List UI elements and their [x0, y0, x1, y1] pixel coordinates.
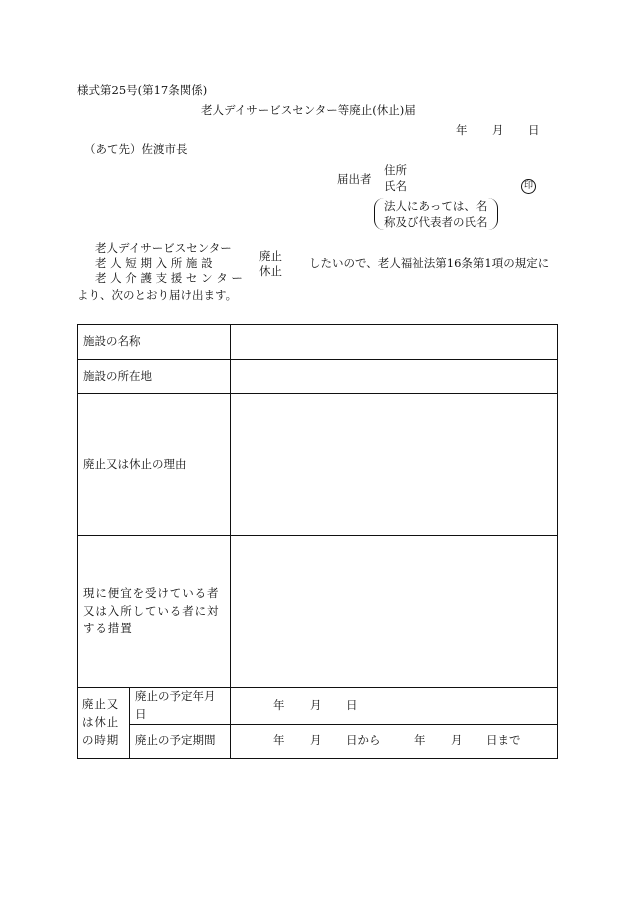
facility-type-2: 老 人 短 期 入 所 施 設: [95, 256, 213, 270]
address-label: 住所: [384, 163, 407, 177]
period-from-month: 月: [310, 733, 322, 748]
facility-address-row: [78, 360, 558, 394]
seal-mark: 印: [521, 179, 536, 194]
planned-date-row: [78, 688, 558, 725]
applicant-label: 届出者: [337, 172, 372, 186]
facility-type-3: 老 人 介 護 支 援 セ ン タ ー: [95, 271, 243, 285]
statement-continuation: より、次のとおり届け出ます。: [77, 288, 238, 302]
measures-label: 現に便宜を受けている者又は入所している者に対する措置: [78, 536, 231, 688]
measures-field[interactable]: [231, 536, 558, 688]
notification-form-table: [77, 324, 558, 759]
reason-row: [78, 394, 558, 536]
facility-name-label: 施設の名称: [78, 325, 231, 360]
planned-period-label: 廃止の予定期間: [130, 724, 231, 758]
date-month-label: 月: [492, 123, 504, 137]
form-number: 様式第25号(第17条関係): [77, 83, 208, 97]
planned-date-day: 日: [346, 697, 358, 712]
facility-name-row: [78, 325, 558, 360]
name-label: 氏名: [384, 179, 407, 193]
facility-name-field[interactable]: [231, 325, 558, 360]
period-from-year: 年: [273, 733, 285, 748]
period-from-day: 日から: [346, 733, 381, 748]
statement-text: したいので、老人福祉法第16条第1項の規定に: [309, 256, 550, 270]
action-suspend: 休止: [259, 264, 282, 278]
facility-address-label: 施設の所在地: [78, 360, 231, 394]
reason-label: 廃止又は休止の理由: [78, 394, 231, 536]
planned-date-year: 年: [273, 697, 285, 712]
date-day-label: 日: [528, 123, 540, 137]
timing-label: 廃止又は休止の時期: [78, 688, 130, 759]
facility-type-1: 老人デイサービスセンター: [95, 241, 232, 255]
corporate-note-line2: 称及び代表者の氏名: [384, 215, 488, 229]
planned-date-field[interactable]: [231, 688, 558, 725]
measures-row: [78, 536, 558, 688]
date-year-label: 年: [456, 123, 468, 137]
addressee: （あて先）佐渡市長: [84, 142, 188, 156]
planned-period-field[interactable]: [231, 724, 558, 758]
period-to-month: 月: [451, 733, 463, 748]
reason-field[interactable]: [231, 394, 558, 536]
page-title: 老人デイサービスセンター等廃止(休止)届: [201, 103, 416, 117]
planned-period-row: [78, 724, 558, 758]
planned-date-label: 廃止の予定年月日: [130, 688, 231, 725]
period-to-year: 年: [414, 733, 426, 748]
planned-date-month: 月: [310, 697, 322, 712]
corporate-note-line1: 法人にあっては、名: [384, 199, 488, 213]
period-to-day: 日まで: [486, 733, 521, 748]
facility-address-field[interactable]: [231, 360, 558, 394]
action-abolish: 廃止: [259, 249, 282, 263]
